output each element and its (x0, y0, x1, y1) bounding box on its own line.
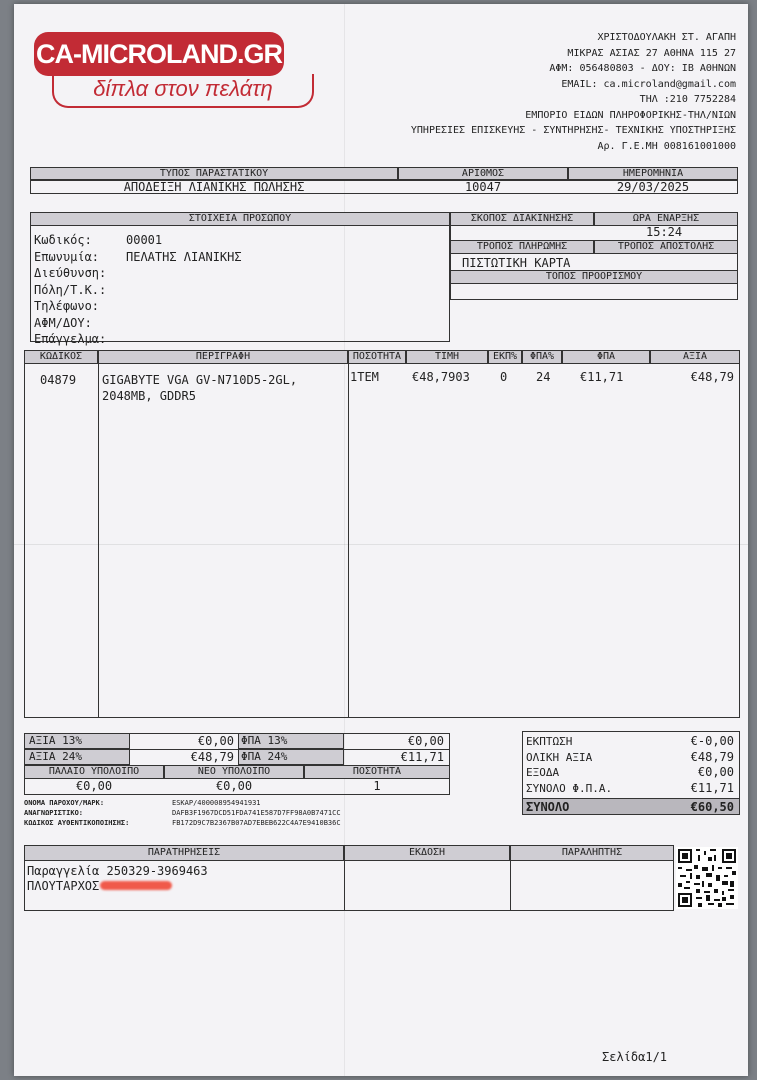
receipt-paper (14, 4, 748, 1076)
provider-id-value: DAFB3F1967DCD51FDA741E587D7FF98A0B7471CC (172, 809, 341, 817)
items-table (24, 350, 740, 718)
item-vat-pct: 24 (536, 370, 551, 384)
total-quantity-value: 1 (373, 779, 381, 793)
col-header-discount: ΕΚΠ% (488, 350, 522, 364)
notes-header: ΠΑΡΑΤΗΡΗΣΕΙΣ (24, 845, 344, 861)
qr-code-icon (676, 847, 738, 909)
destination-header: ΤΟΠΟΣ ΠΡΟΟΡΙΣΜΟΥ (450, 270, 738, 284)
item-description-line-2: 2048MB, GDDR5 (102, 389, 196, 403)
redaction-mark (100, 881, 172, 890)
col-divider-code (98, 362, 99, 718)
col-header-quantity: ΠΟΣΟΤΗΤΑ (348, 350, 406, 364)
company-gemi: Αρ. Γ.Ε.ΜΗ 008161001000 (597, 140, 736, 152)
start-time-value: 15:24 (646, 225, 683, 239)
shipping-method-header: ΤΡΟΠΟΣ ΑΠΟΣΤΟΛΗΣ (594, 240, 738, 254)
col-header-price: ΤΙΜΗ (406, 350, 488, 364)
company-tax: ΑΦΜ: 056480803 - ΔΟΥ: ΙΒ ΑΘΗΝΩΝ (549, 63, 736, 74)
item-value: €48,79 (690, 370, 734, 384)
doc-type-header: ΤΥΠΟΣ ΠΑΡΑΣΤΑΤΙΚΟΥ (30, 167, 398, 181)
company-phone: ΤΗΛ :210 7752284 (639, 94, 736, 105)
order-label: Παραγγελία (27, 864, 100, 878)
col-header-description: ΠΕΡΙΓΡΑΦΗ (98, 350, 348, 364)
value-24-label: ΑΞΙΑ 24% (24, 749, 130, 765)
provider-auth-value: FB172D9C7B2367B07AD7EBEB622C4A7E9410B36C (172, 819, 341, 827)
doc-type-value: ΑΠΟΔΕΙΞΗ ΛΙΑΝΙΚΗΣ ΠΩΛΗΣΗΣ (123, 180, 305, 194)
order-line (27, 864, 208, 878)
customer-labels (34, 232, 106, 348)
page-number: Σελίδα1/1 (602, 1050, 668, 1064)
value-13-value: €0,00 (197, 734, 234, 748)
notes-divider-1 (344, 861, 345, 911)
vat-24-label: ΦΠΑ 24% (238, 749, 344, 765)
customer-phone-label: Τηλέφωνο: (34, 299, 100, 313)
expenses-value: €0,00 (697, 765, 734, 779)
customer-job-label: Επάγγελμα: (34, 332, 107, 346)
receiver-header: ΠΑΡΑΛΗΠΤΗΣ (510, 845, 674, 861)
logo-text: CA-MICROLAND.GR (36, 39, 282, 69)
company-logo (34, 32, 284, 76)
provider-id-label: ΑΝΑΓΝΩΡΙΣΤΙΚΟ: (24, 809, 84, 817)
vat-13-value: €0,00 (407, 734, 444, 748)
provider-name-label: ΟΝΟΜΑ ΠΑΡΟΧΟΥ/ΜΑΡΚ: (24, 799, 105, 807)
company-address: ΜΙΚΡΑΣ ΑΣΙΑΣ 27 ΑΘΗΝΑ 115 27 (567, 47, 736, 59)
payment-method-header: ΤΡΟΠΟΣ ΠΛΗΡΩΜΗΣ (450, 240, 594, 254)
col-header-code: ΚΩΔΙΚΟΣ (24, 350, 98, 364)
discount-label: ΕΚΠΤΩΣΗ (526, 735, 573, 748)
customer-address-label: Διεύθυνση: (34, 266, 107, 280)
item-price: €48,7903 (412, 370, 470, 384)
old-balance-value: €0,00 (75, 779, 113, 793)
new-balance-value: €0,00 (215, 779, 253, 793)
provider-labels (24, 798, 129, 828)
provider-name-value: ESKAP/400008954941931 (172, 799, 261, 807)
order-number: 250329-3969463 (106, 864, 208, 878)
total-value-value: €48,79 (690, 749, 734, 764)
company-info (411, 30, 736, 154)
notes-divider-2 (510, 861, 511, 911)
vat-total-label: ΣΥΝΟΛΟ Φ.Π.Α. (526, 781, 613, 795)
start-time-header: ΩΡΑ ΕΝΑΡΞΗΣ (594, 212, 738, 226)
company-slogan: δίπλα στον πελάτη (52, 74, 314, 108)
vat-13-label: ΦΠΑ 13% (238, 733, 344, 749)
company-email: EMAIL: ca.microland@gmail.com (561, 78, 736, 90)
item-quantity: 1TEM (350, 370, 379, 384)
item-code: 04879 (40, 373, 77, 387)
col-divider-description (348, 362, 349, 718)
company-owner: ΧΡΙΣΤΟΔΟΥΛΑΚΗ ΣΤ. ΑΓΑΠΗ (597, 32, 736, 43)
purpose-header: ΣΚΟΠΟΣ ΔΙΑΚΙΝΗΣΗΣ (450, 212, 594, 226)
customer-section-header: ΣΤΟΙΧΕΙΑ ΠΡΟΣΩΠΟΥ (30, 212, 450, 226)
discount-value: €-0,00 (690, 734, 734, 748)
doc-date-header: ΗΜΕΡΟΜΗΝΙΑ (568, 167, 738, 181)
new-balance-header: ΝΕΟ ΥΠΟΛΟΙΠΟ (164, 765, 304, 779)
customer-code-value: 00001 (126, 233, 163, 247)
payment-method-value: ΠΙΣΤΩΤΙΚΗ ΚΑΡΤΑ (462, 256, 571, 270)
totals-values (634, 734, 734, 796)
item-description-line-1: GIGABYTE VGA GV-N710D5-2GL, (102, 373, 298, 387)
col-header-vat-pct: ΦΠΑ% (522, 350, 562, 364)
customer-city-label: Πόλη/Τ.Κ.: (34, 282, 107, 297)
company-activity-2: ΥΠΗΡΕΣΙΕΣ ΕΠΙΣΚΕΥΗΣ - ΣΥΝΤΗΡΗΣΗΣ- ΤΕΧΝΙΚΗΣ ΥΠΟΣΤΗΡΙΞΗΣ (410, 125, 736, 136)
value-24-value: €48,79 (190, 750, 234, 764)
customer-vat-label: ΑΦΜ/ΔΟΥ: (34, 315, 92, 330)
col-header-value: ΑΞΙΑ (650, 350, 740, 364)
total-value-label: ΟΛΙΚΗ ΑΞΙΑ (526, 750, 593, 764)
company-activity-1: ΕΜΠΟΡΙΟ ΕΙΔΩΝ ΠΛΗΡΟΦΟΡΙΚΗΣ-ΤΗΛ/ΝΙΩΝ (525, 109, 736, 121)
doc-number-header: ΑΡΙΘΜΟΣ (398, 167, 568, 181)
doc-number-value: 10047 (464, 180, 502, 194)
expenses-label: ΕΞΟΔΑ (526, 766, 560, 779)
total-quantity-header: ΠΟΣΟΤΗΤΑ (304, 765, 450, 779)
totals-labels (526, 734, 612, 796)
customer-name-label: Επωνυμία: (34, 249, 100, 264)
customer-name-note: ΠΛΟΥΤΑΡΧΟΣ (27, 879, 100, 893)
customer-values (126, 232, 242, 265)
provider-values (172, 798, 341, 828)
provider-auth-label: ΚΩΔΙΚΟΣ ΑΥΘΕΝΤΙΚΟΠΟΙΗΣΗΣ: (24, 819, 130, 827)
customer-code-label: Κωδικός: (34, 233, 92, 247)
item-discount: 0 (500, 370, 508, 384)
customer-name-value: ΠΕΛΑΤΗΣ ΛΙΑΝΙΚΗΣ (126, 249, 242, 264)
vat-24-value: €11,71 (400, 750, 444, 764)
issue-header: ΕΚΔΟΣΗ (344, 845, 510, 861)
item-vat: €11,71 (580, 370, 624, 384)
doc-date-value: 29/03/2025 (616, 180, 690, 194)
old-balance-header: ΠΑΛΑΙΟ ΥΠΟΛΟΙΠΟ (24, 765, 164, 779)
grand-total-value: €60,50 (690, 800, 734, 814)
vat-total-value: €11,71 (690, 780, 734, 795)
value-13-label: ΑΞΙΑ 13% (24, 733, 130, 749)
col-header-vat: ΦΠΑ (562, 350, 650, 364)
grand-total-label: ΣΥΝΟΛΟ (526, 800, 570, 814)
